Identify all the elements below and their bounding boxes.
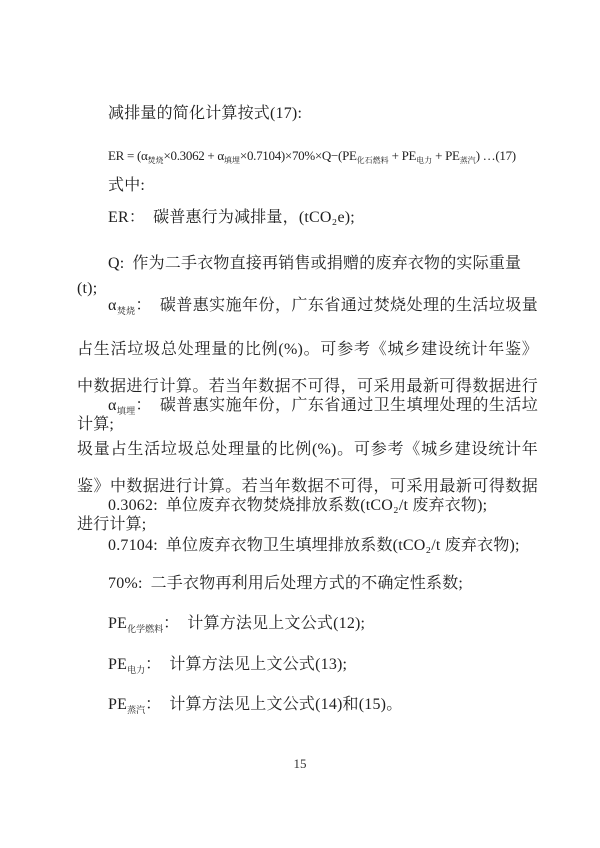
def-separator: ：: [128, 209, 146, 226]
def-separator: ：: [145, 656, 162, 673]
equation-17: [77, 145, 557, 172]
def-separator: :: [119, 255, 125, 272]
def-term-subscript: 蒸汽: [127, 705, 146, 715]
where-label: 式中:: [108, 177, 146, 194]
definition-factor-0-3062: [77, 496, 538, 521]
formula-segment: ×0.3062 + α: [163, 148, 224, 163]
def-text: 二手衣物再利用后处理方式的不确定性系数;: [150, 575, 464, 592]
def-term: Q: [108, 255, 120, 272]
def-text: 计算方法见上文公式(14)和(15)。: [169, 696, 403, 713]
definition-pe-fuel: [77, 614, 538, 639]
definition-pe-electricity: [77, 655, 538, 680]
definition-pe-steam: [77, 695, 538, 720]
def-separator: :: [153, 537, 158, 554]
def-term: 0.3062: [108, 497, 154, 514]
def-term: PE: [108, 656, 128, 673]
formula-subscript-incineration: 焚烧: [147, 156, 164, 165]
def-term: 70%: [108, 575, 138, 592]
formula-segment: + PE: [388, 148, 417, 163]
def-text: 碳普惠实施年份，广东省通过焚烧处理的生活垃圾量占生活垃圾总处理量的比例(%)。可参考《城乡建设统计年鉴》中数据进行计算。若当年数据不可得，可采用最新可得数据进行计算;: [77, 297, 538, 433]
def-text: 作为二手衣物直接再销售或捐赠的废弃衣物的实际重量(t);: [77, 255, 522, 297]
def-term: PE: [108, 615, 128, 632]
definition-factor-0-7104: [77, 536, 538, 561]
def-separator: :: [153, 497, 158, 514]
def-separator: ：: [163, 615, 180, 632]
definition-factor-70pct: [77, 574, 538, 599]
def-text: 单位废弃衣物卫生填埋排放系数(tCO₂/t 废弃衣物);: [165, 537, 520, 554]
def-term: α: [108, 297, 117, 314]
formula-subscript-electricity: 电力: [416, 156, 433, 165]
def-text: 碳普惠行为减排量，(tCO₂e);: [153, 209, 355, 226]
formula-segment: + PE: [432, 148, 460, 163]
def-term-subscript: 化学燃料: [127, 624, 164, 634]
intro-line: 减排量的简化计算按式(17):: [108, 105, 303, 122]
def-term: PE: [108, 696, 128, 713]
formula-segment: ) …(17): [475, 148, 516, 163]
def-term: ER: [108, 209, 129, 226]
def-term-subscript: 填埋: [116, 406, 136, 416]
formula-segment: ×0.7104)×70%×Q−(PE: [239, 148, 357, 163]
def-term-subscript: 电力: [127, 665, 146, 675]
def-term: 0.7104: [108, 537, 154, 554]
def-text: 碳普惠实施年份，广东省通过卫生填埋处理的生活垃圾量占生活垃圾总处理量的比例(%)。可参考《城乡建设统计年鉴》中数据进行计算。若当年数据不可得，可采用最新可得数据进行计算;: [77, 397, 538, 533]
def-separator: ：: [135, 297, 152, 314]
formula-subscript-steam: 蒸汽: [459, 156, 476, 165]
def-separator: ：: [145, 696, 162, 713]
def-term: α: [108, 397, 117, 414]
formula-subscript-landfill: 填埋: [223, 156, 240, 165]
def-text: 计算方法见上文公式(12);: [187, 615, 366, 632]
formula-subscript-fossil-fuel: 化石燃料: [356, 156, 389, 165]
def-term-subscript: 焚烧: [116, 306, 136, 316]
def-separator: :: [137, 575, 143, 592]
def-text: 计算方法见上文公式(13);: [169, 656, 348, 673]
def-separator: ：: [135, 397, 152, 414]
definition-er: [77, 208, 538, 233]
formula-segment: ER = (α: [108, 148, 148, 163]
page-number: 15: [293, 756, 307, 771]
def-text: 单位废弃衣物焚烧排放系数(tCO₂/t 废弃衣物);: [165, 497, 488, 514]
